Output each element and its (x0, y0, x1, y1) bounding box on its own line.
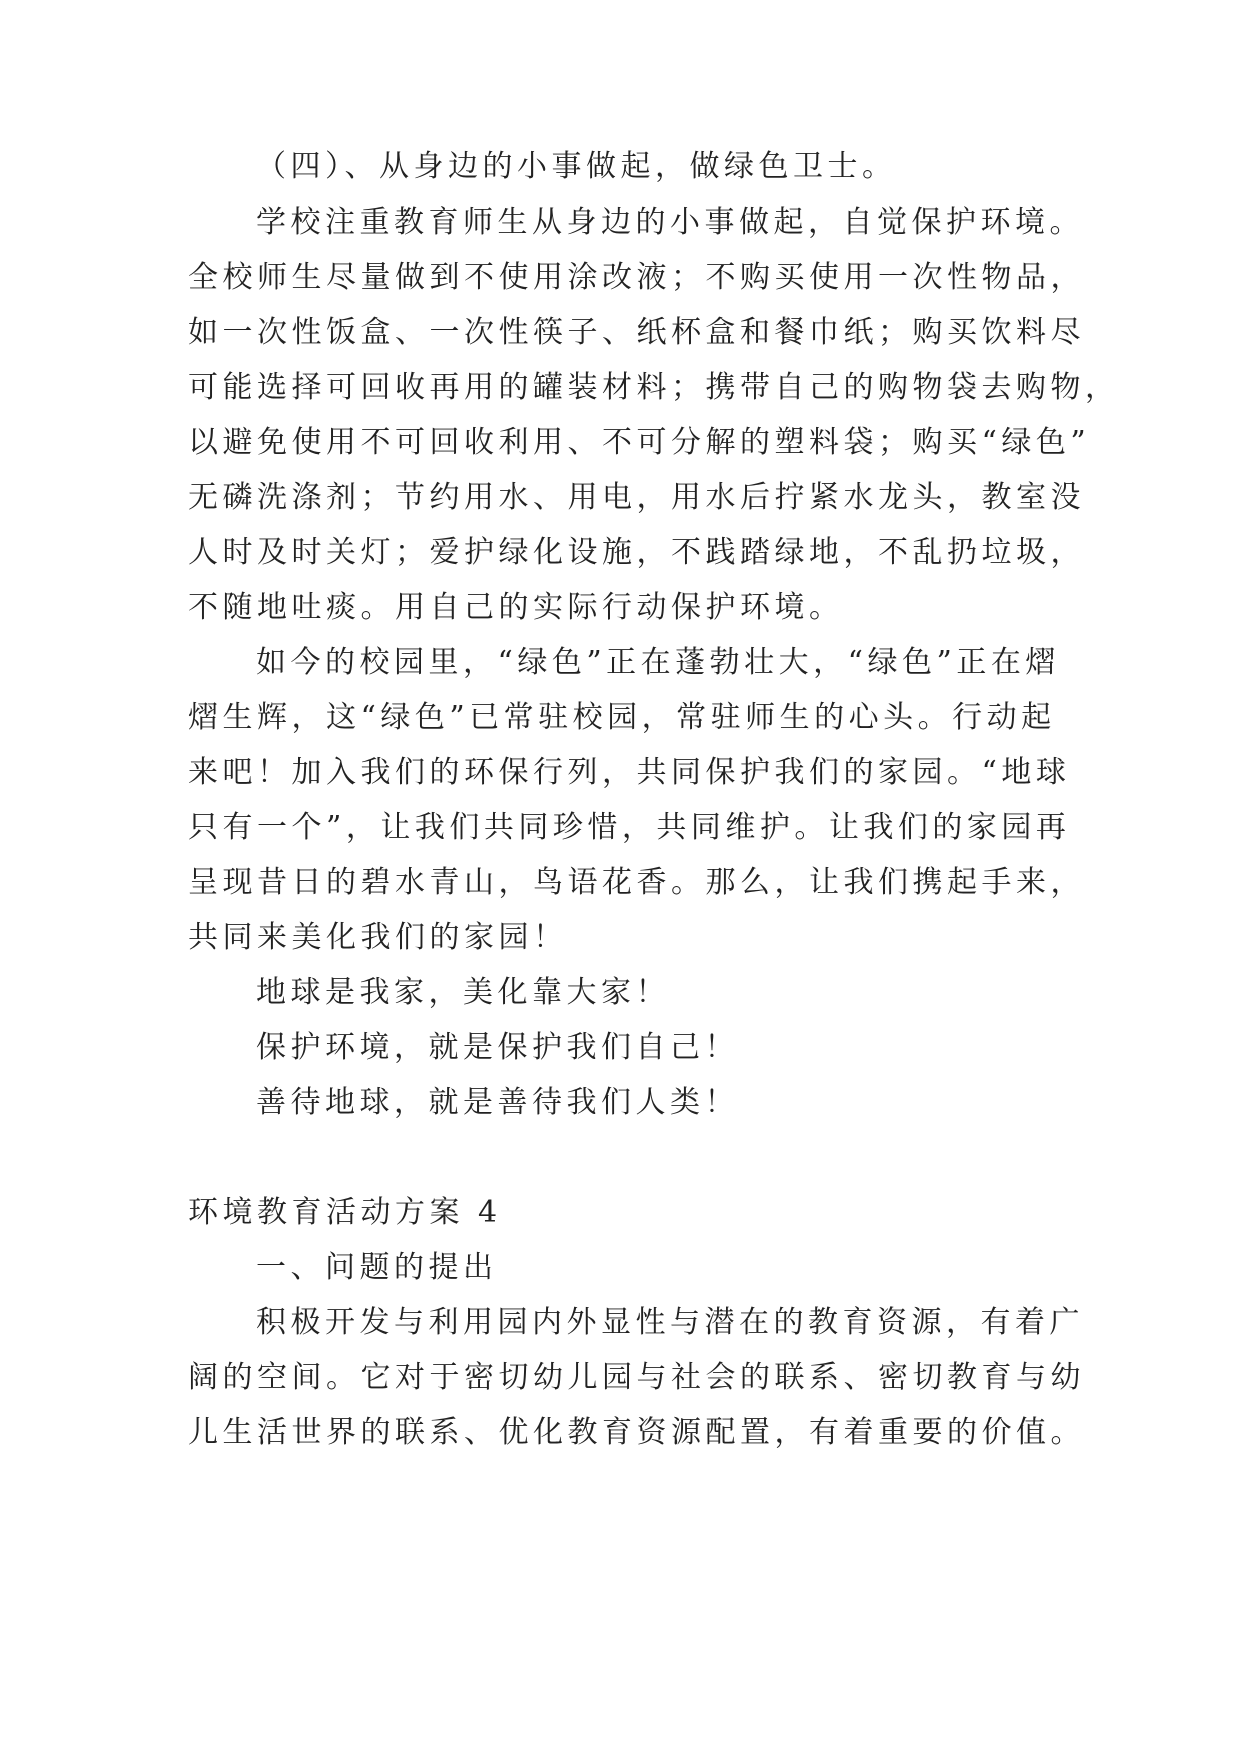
paragraph-line: 儿生活世界的联系、优化教育资源配置，有着重要的价值。 (188, 1415, 1085, 1450)
paragraph-line: 全校师生尽量做到不使用涂改液；不购买使用一次性物品， (188, 260, 1085, 295)
paragraph-line: 人时及时关灯；爱护绿化设施，不践踏绿地，不乱扔垃圾， (188, 535, 1085, 570)
paragraph-line: 不随地吐痰。用自己的实际行动保护环境。 (188, 590, 844, 625)
paragraph-line: 阔的空间。它对于密切幼儿园与社会的联系、密切教育与幼 (188, 1360, 1085, 1395)
paragraph-line: 共同来美化我们的家园！ (188, 920, 568, 955)
paragraph-line: 以避免使用不可回收利用、不可分解的塑料袋；购买“绿色” (188, 425, 1091, 460)
plan-title: 环境教育活动方案 4 (188, 1195, 502, 1230)
paragraph-line: 如一次性饭盒、一次性筷子、纸杯盒和餐巾纸；购买饮料尽 (188, 315, 1085, 350)
paragraph-line: 如今的校园里，“绿色”正在蓬勃壮大，“绿色”正在熠 (256, 645, 1060, 680)
paragraph-line: 学校注重教育师生从身边的小事做起，自觉保护环境。 (256, 205, 1084, 240)
slogan: 善待地球，就是善待我们人类！ (256, 1085, 739, 1120)
plan-subheading: 一、问题的提出 (256, 1250, 498, 1285)
section-heading: （四）、从身边的小事做起，做绿色卫士。 (256, 149, 897, 184)
paragraph-line: 来吧！加入我们的环保行列，共同保护我们的家园。“地球 (188, 755, 1071, 790)
slogan: 保护环境，就是保护我们自己！ (256, 1030, 739, 1065)
paragraph-line: 积极开发与利用园内外显性与潜在的教育资源，有着广 (256, 1305, 1084, 1340)
slogan: 地球是我家，美化靠大家！ (256, 975, 670, 1010)
paragraph-line: 可能选择可回收再用的罐装材料；携带自己的购物袋去购物， (188, 370, 1120, 405)
paragraph-line: 无磷洗涤剂；节约用水、用电，用水后拧紧水龙头，教室没 (188, 480, 1085, 515)
paragraph-line: 熠生辉，这“绿色”已常驻校园，常驻师生的心头。行动起 (188, 700, 1056, 735)
paragraph-line: 呈现昔日的碧水青山，鸟语花香。那么，让我们携起手来， (188, 865, 1085, 900)
paragraph-line: 只有一个”，让我们共同珍惜，共同维护。让我们的家园再 (188, 810, 1071, 845)
